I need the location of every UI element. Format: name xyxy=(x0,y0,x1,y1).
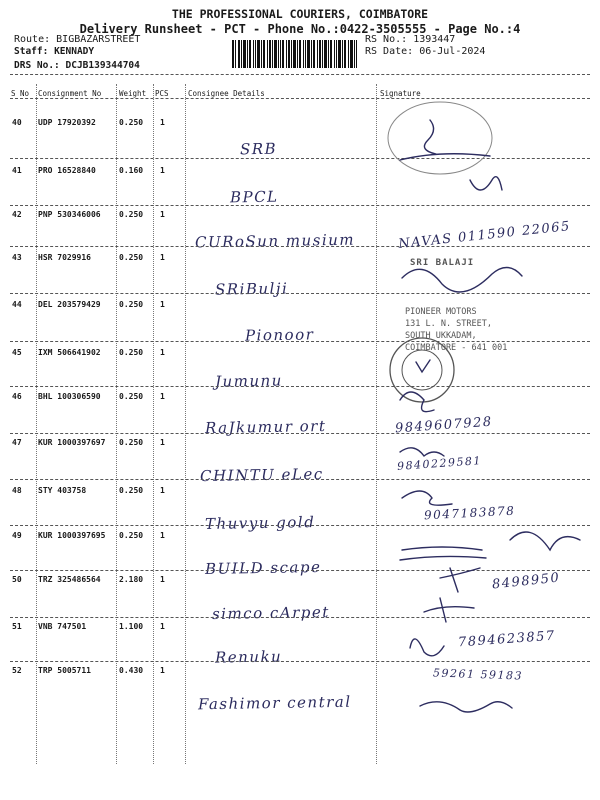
stamp-line: PIONEER MOTORS xyxy=(405,307,477,317)
consignment-cell: DEL 203579429 xyxy=(38,300,101,309)
pcs-cell: 1 xyxy=(160,210,165,219)
stamp-line: SOUTH UKKADAM, xyxy=(405,331,477,341)
signature-scribble xyxy=(424,120,436,154)
pcs-cell: 1 xyxy=(160,666,165,675)
staff-row xyxy=(14,46,94,57)
pcs-cell: 1 xyxy=(160,253,165,262)
signature-scribble xyxy=(400,448,444,456)
col-divider xyxy=(185,84,186,764)
signature-scribble xyxy=(424,598,474,622)
consignee-handwritten: BUILD scape xyxy=(204,557,322,579)
consignee-handwritten: BPCL xyxy=(229,187,279,207)
signature-scribble xyxy=(402,267,522,292)
weight-cell: 1.100 xyxy=(119,622,144,631)
weight-cell: 2.180 xyxy=(119,575,144,584)
pcs-cell: 1 xyxy=(160,118,165,127)
signature-scribble xyxy=(420,702,512,712)
consignment-cell: TRP 5005711 xyxy=(38,666,91,675)
consignment-cell: KUR 1000397697 xyxy=(38,438,106,447)
sno-cell: 49 xyxy=(12,531,22,540)
pcs-cell: 1 xyxy=(160,300,165,309)
consignment-cell: KUR 1000397695 xyxy=(38,531,106,540)
signature-handwritten: 9840229581 xyxy=(396,454,483,473)
weight-cell: 0.250 xyxy=(119,253,144,262)
consignee-handwritten: Jumunu xyxy=(214,371,284,391)
pcs-cell: 1 xyxy=(160,166,165,175)
weight-cell: 0.250 xyxy=(119,300,144,309)
round-stamp-inner xyxy=(402,350,442,390)
rs-no-row xyxy=(365,34,455,45)
seal-stamp xyxy=(388,102,492,174)
drs-value: DCJB139344704 xyxy=(65,60,140,71)
weight-cell: 0.250 xyxy=(119,348,144,357)
weight-cell: 0.250 xyxy=(119,531,144,540)
col-header-weight: Weight xyxy=(119,89,147,98)
header-rule-bottom xyxy=(10,98,590,99)
signature-scribble xyxy=(416,360,430,372)
weight-cell: 0.250 xyxy=(119,438,144,447)
col-divider xyxy=(153,84,154,764)
consignment-cell: TRZ 325486564 xyxy=(38,575,101,584)
pcs-cell: 1 xyxy=(160,392,165,401)
rs-no-value: 1393447 xyxy=(413,34,456,45)
weight-cell: 0.250 xyxy=(119,392,144,401)
sno-cell: 48 xyxy=(12,486,22,495)
col-header-consignee: Consignee Details xyxy=(188,89,265,98)
consignment-cell: PNP 530346006 xyxy=(38,210,101,219)
header-rule-top xyxy=(10,74,590,75)
pcs-cell: 1 xyxy=(160,575,165,584)
pcs-cell: 1 xyxy=(160,486,165,495)
rs-date-value: 06-Jul-2024 xyxy=(419,46,486,57)
round-stamp xyxy=(390,338,454,402)
stamp-line: COIMBATORE - 641 001 xyxy=(405,343,508,353)
signature-scribble xyxy=(440,568,480,592)
runsheet-title: Delivery Runsheet - PCT - Phone No.:0422-3505555 - Page No.:4 xyxy=(79,22,521,36)
pcs-cell: 1 xyxy=(160,438,165,447)
consignment-cell: IXM 506641902 xyxy=(38,348,101,357)
signature-handwritten: NAVAS 011590 22065 xyxy=(397,218,572,253)
stamp-sri-balaji: SRI BALAJI xyxy=(410,258,475,268)
weight-cell: 0.250 xyxy=(119,118,144,127)
signature-scribble xyxy=(410,639,444,656)
sno-cell: 46 xyxy=(12,392,22,401)
consignee-handwritten: RaJkumur ort xyxy=(204,416,327,438)
consignee-handwritten: Thuvyu gold xyxy=(204,513,316,533)
col-divider xyxy=(376,84,377,764)
sno-cell: 41 xyxy=(12,166,22,175)
signature-scribble xyxy=(402,491,452,505)
consignment-cell: HSR 7029916 xyxy=(38,253,91,262)
signature-scribble xyxy=(510,532,580,550)
sno-cell: 43 xyxy=(12,253,22,262)
route-value: BIGBAZARSTREET xyxy=(56,34,141,45)
pcs-cell: 1 xyxy=(160,531,165,540)
consignee-handwritten: CURoSun musium xyxy=(194,230,356,252)
stamp-line: 131 L. N. STREET, xyxy=(405,319,492,329)
signature-scribble xyxy=(400,547,486,560)
signature-handwritten: 59261 59183 xyxy=(432,666,524,683)
consignee-handwritten: simco cArpet xyxy=(211,602,330,624)
consignment-cell: STY 403758 xyxy=(38,486,87,495)
col-header-consignment: Consignment No xyxy=(38,89,102,98)
signature-handwritten: 9849607928 xyxy=(394,414,494,437)
signature-marks xyxy=(380,100,590,760)
pcs-cell: 1 xyxy=(160,622,165,631)
consignee-handwritten: Pionoor xyxy=(244,325,315,345)
route-label: Route: xyxy=(14,34,51,45)
barcode xyxy=(232,40,357,68)
sno-cell: 47 xyxy=(12,438,22,447)
consignee-handwritten: SRiBulji xyxy=(214,279,289,299)
col-header-signature: Signature xyxy=(380,89,421,98)
sno-cell: 44 xyxy=(12,300,22,309)
col-header-pcs: PCS xyxy=(155,89,169,98)
signature-handwritten: 8498950 xyxy=(491,570,562,593)
rs-no-label: RS No.: xyxy=(365,34,408,45)
sno-cell: 45 xyxy=(12,348,22,357)
col-divider xyxy=(36,84,37,764)
consignment-cell: PRO 16528840 xyxy=(38,166,96,175)
staff-label: Staff: xyxy=(14,46,49,57)
company-name: THE PROFESSIONAL COURIERS, COIMBATORE xyxy=(171,7,429,21)
consignment-cell: VNB 747501 xyxy=(38,622,87,631)
rs-date-label: RS Date: xyxy=(365,46,414,57)
consignee-handwritten: Fashimor central xyxy=(197,692,352,714)
sno-cell: 50 xyxy=(12,575,22,584)
sno-cell: 40 xyxy=(12,118,22,127)
signature-scribble xyxy=(470,177,502,190)
sno-cell: 42 xyxy=(12,210,22,219)
staff-value: KENNADY xyxy=(54,46,95,57)
rs-date-row xyxy=(365,46,485,57)
weight-cell: 0.250 xyxy=(119,486,144,495)
weight-cell: 0.430 xyxy=(119,666,144,675)
consignee-handwritten: Renuku xyxy=(214,647,283,667)
col-header-sno: S No xyxy=(11,89,30,98)
route-row xyxy=(14,34,140,45)
consignee-handwritten: CHINTU eLec xyxy=(199,464,324,486)
col-divider xyxy=(116,84,117,764)
pcs-cell: 1 xyxy=(160,348,165,357)
sno-cell: 51 xyxy=(12,622,22,631)
consignment-cell: BHL 100306590 xyxy=(38,392,101,401)
weight-cell: 0.160 xyxy=(119,166,144,175)
drs-label: DRS No.: xyxy=(14,60,60,71)
consignment-cell: UDP 17920392 xyxy=(38,118,96,127)
consignee-handwritten: SRB xyxy=(239,139,278,159)
sno-cell: 52 xyxy=(12,666,22,675)
signature-scribble xyxy=(400,154,490,160)
weight-cell: 0.250 xyxy=(119,210,144,219)
signature-handwritten: 7894623857 xyxy=(457,628,557,651)
signature-handwritten: 9047183878 xyxy=(423,503,516,523)
drs-row xyxy=(14,60,140,71)
